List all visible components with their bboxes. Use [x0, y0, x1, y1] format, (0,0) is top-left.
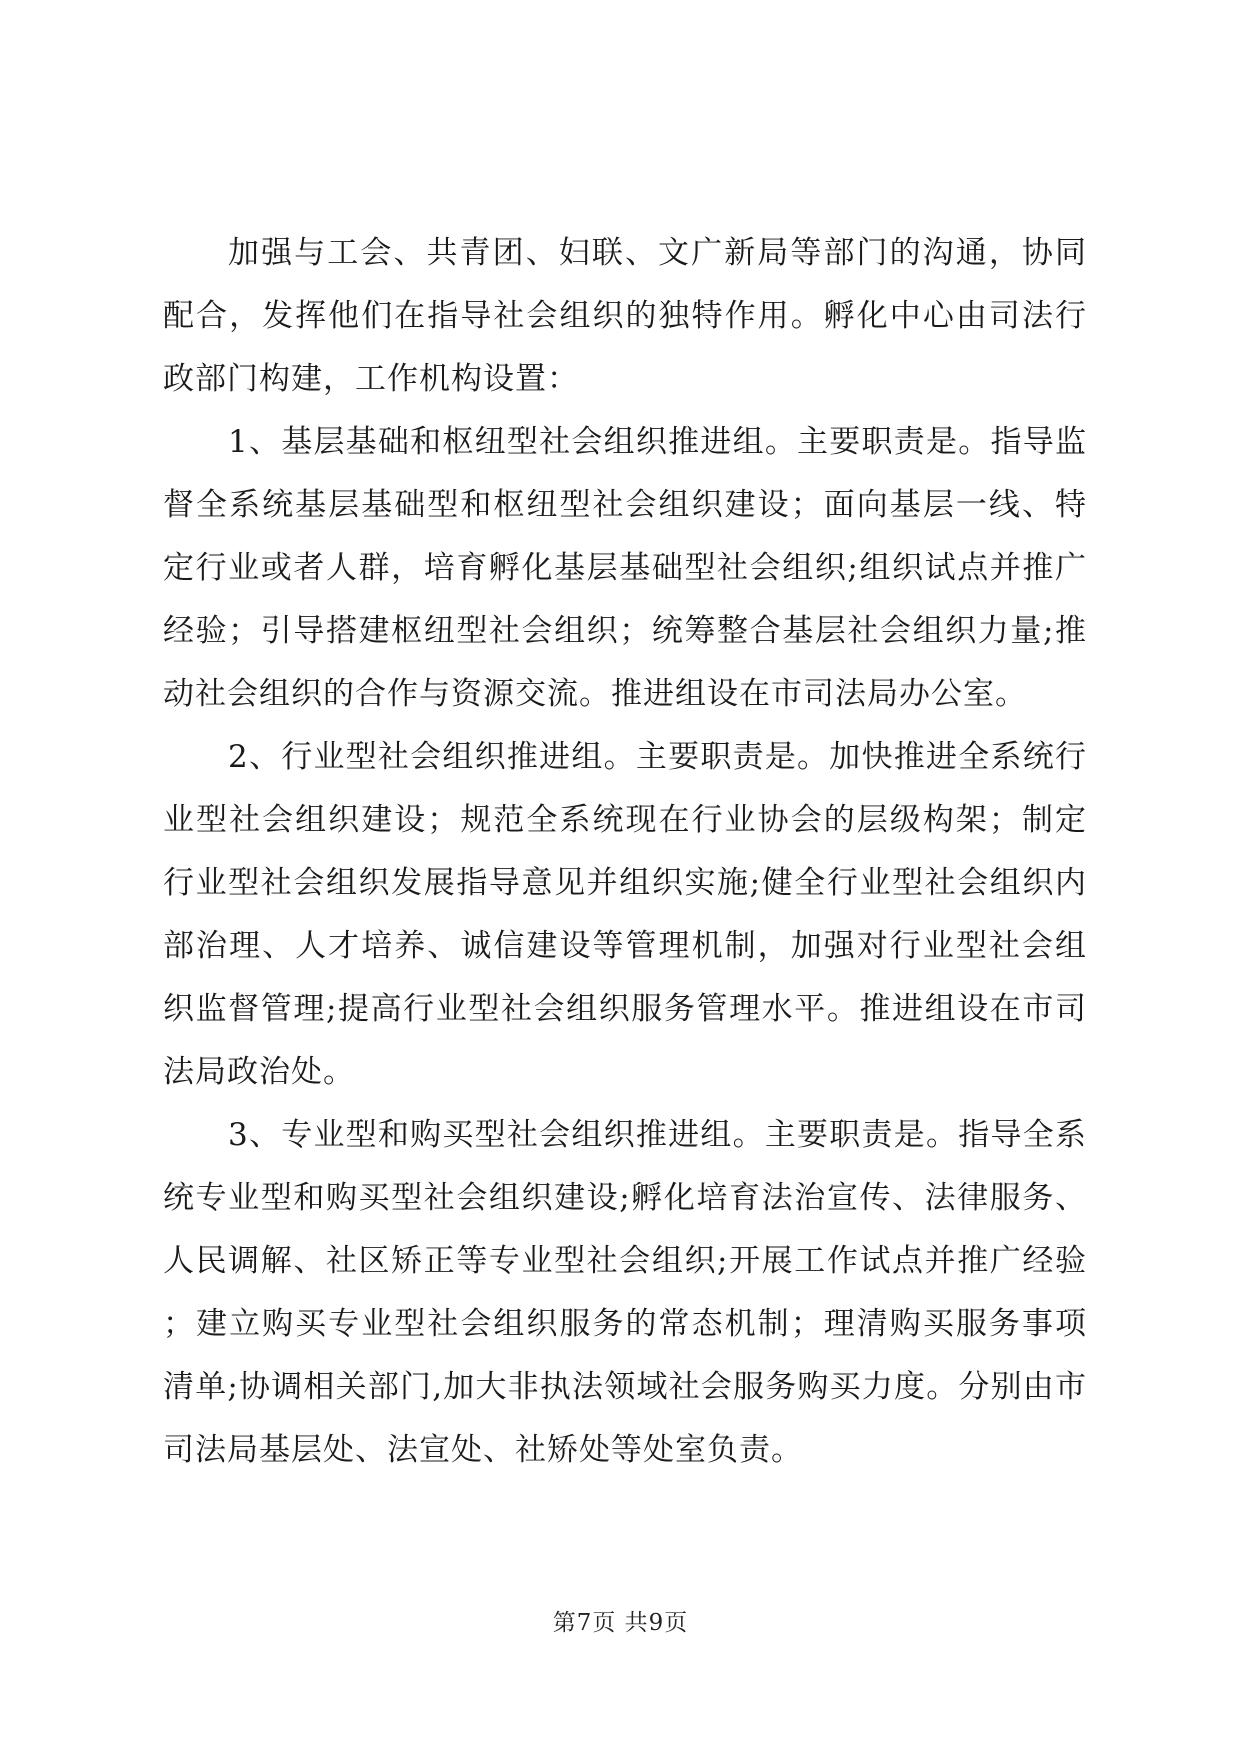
- paragraph-item-2: 2、行业型社会组织推进组。主要职责是。加快推进全系统行业型社会组织建设；规范全系统现在行业协会的层级构架；制定行业型社会组织发展指导意见并组织实施;健全行业型社会组织内部治理、人才培养、诚信建设等管理机制，加强对行业型社会组织监督管理;提高行业型社会组织服务管理水平。推进组设在市司法局政治处。: [163, 739, 1087, 1090]
- document-body: [163, 222, 1087, 1482]
- paragraph-intro: 加强与工会、共青团、妇联、文广新局等部门的沟通，协同配合，发挥他们在指导社会组织的独特作用。孵化中心由司法行政部门构建，工作机构设置：: [163, 235, 1087, 397]
- paragraph-item-3: 3、专业型和购买型社会组织推进组。主要职责是。指导全系统专业型和购买型社会组织建设;孵化培育法治宣传、法律服务、人民调解、社区矫正等专业型社会组织;开展工作试点并推广经验；建立购买专业型社会组织服务的常态机制；理清购买服务事项清单;协调相关部门,加大非执法领域社会服务购买力度。分别由市司法局基层处、法宣处、社矫处等处室负责。: [163, 1117, 1087, 1468]
- paragraph-item-1: 1、基层基础和枢纽型社会组织推进组。主要职责是。指导监督全系统基层基础型和枢纽型社会组织建设；面向基层一线、特定行业或者人群，培育孵化基层基础型社会组织;组织试点并推广经验；引导搭建枢纽型社会组织；统筹整合基层社会组织力量;推动社会组织的合作与资源交流。推进组设在市司法局办公室。: [163, 424, 1087, 712]
- page-number-footer: 第7页 共9页: [552, 1610, 689, 1636]
